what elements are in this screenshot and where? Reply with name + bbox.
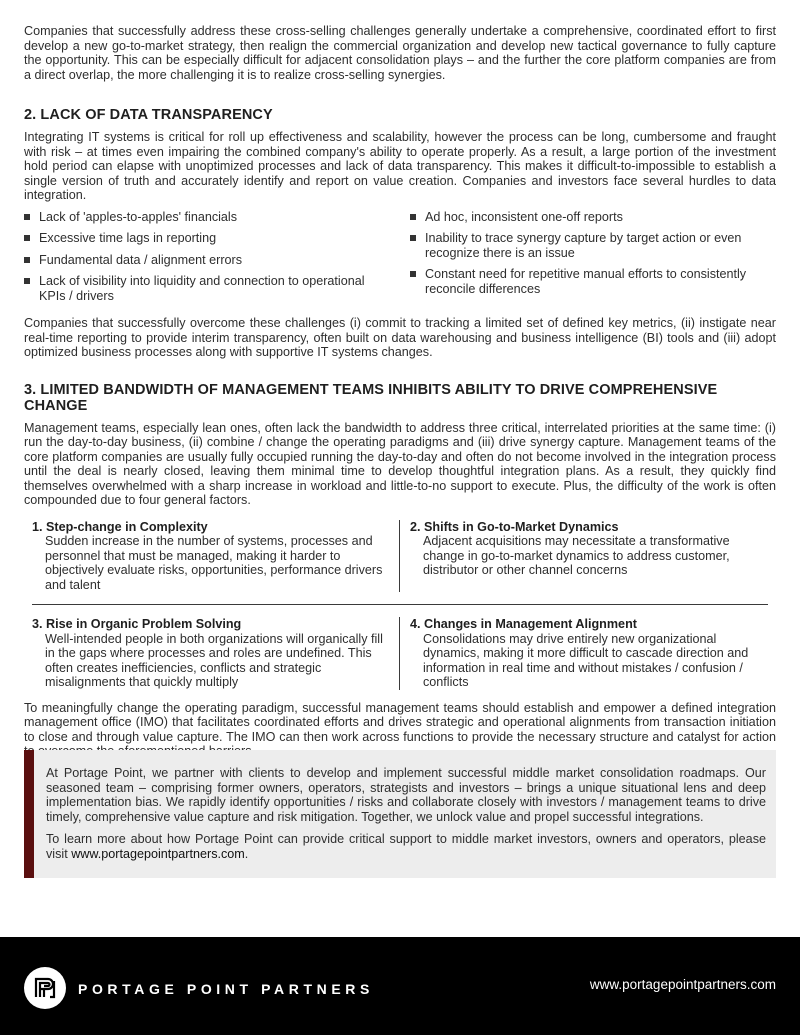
brand-name: PORTAGE POINT PARTNERS: [78, 981, 374, 997]
list-item-text: Ad hoc, inconsistent one-off reports: [425, 209, 623, 224]
factor-cell: [32, 617, 400, 690]
list-item-text: Fundamental data / alignment errors: [39, 252, 243, 267]
factor-title: 1. Step-change in Complexity: [32, 519, 208, 534]
square-bullet-icon: [24, 214, 30, 220]
list-item: [410, 231, 776, 260]
footer-bar: [0, 937, 800, 1035]
factor-title: 2. Shifts in Go-to-Market Dynamics: [410, 519, 619, 534]
square-bullet-icon: [410, 271, 416, 277]
callout-contact-suffix: .: [244, 846, 249, 861]
footer-website-link[interactable]: www.portagepointpartners.com: [589, 977, 776, 992]
square-bullet-icon: [24, 278, 30, 284]
list-item-text: Inability to trace synergy capture by target action or even recognize there is an issue: [425, 231, 742, 260]
factor-description: Well-intended people in both organizations will organically fill in the gaps where processes and roles are undefined. This often creates inefficiencies, conflicts and strategic misalignments that quickly multiply: [45, 631, 383, 689]
section-2-closing: Companies that successfully overcome these challenges (i) commit to tracking a limited set of defined key metrics, (ii) instigate near real-time reporting to provide interim transparency, often built on data warehousing and business intelligence (BI) tools and (iii) adopt optimized business processes along with supportive IT systems changes.: [24, 316, 776, 359]
list-item: [24, 253, 390, 268]
list-item-text: Lack of visibility into liquidity and connection to operational KPIs / drivers: [39, 274, 365, 303]
section-3-paragraph: Management teams, especially lean ones, often lack the bandwidth to address three critical, interrelated priorities at the same time: (i) run the day-to-day business, (ii) combine / change the operating paradigms and (iii) drive synergy capture. Management teams of the core platform companies are usually fully occupied running the day-to-day and often do not become involved in the integration process until the deal is nearly closed, leaving them minimal time to develop thoughtful integration plans. As a result, they quickly find themselves overwhelmed with a sharp increase in workload and little-to-no support to execute. Plus, the difficulty of the work is often compounded due to four general factors.: [24, 420, 776, 507]
bullets-right-column: [400, 210, 776, 311]
square-bullet-icon: [24, 235, 30, 241]
factors-grid: [32, 520, 768, 690]
factor-description: Sudden increase in the number of systems, processes and personnel that must be managed, making it harder to objectively evaluate risks, opportunities, performance drivers and talent: [45, 534, 383, 592]
section-2-heading: 2. LACK OF DATA TRANSPARENCY: [24, 107, 273, 123]
factors-row: [32, 520, 768, 606]
website-link[interactable]: www.portagepointpartners.com: [71, 846, 245, 861]
factor-title: 3. Rise in Organic Problem Solving: [32, 617, 242, 631]
list-item: [24, 210, 390, 225]
factor-title: 4. Changes in Management Alignment: [410, 617, 637, 631]
section-3-closing: To meaningfully change the operating paradigm, successful management teams should establish and empower a defined integration management office (IMO) that facilitates coordinated efforts and drives strategic and operational alignments from transaction initiation to close and through value capture. The IMO can then work across functions to provide the necessary structure and catalyst for action: [24, 700, 776, 744]
callout-paragraph: At Portage Point, we partner with clients to develop and implement successful middle market consolidation roadmaps. Our seasoned team – comprising former owners, operators, strategists and investors – brings a unique situational lens and deep implementation bias. We rapidly identify opportunities / risks and collaborate closely with investors / management teams to drive timely, comprehensive value capture and risk mitigation. Together, we unlock value and propel successful integrations.: [46, 766, 766, 824]
list-item: [410, 267, 776, 296]
square-bullet-icon: [410, 235, 416, 241]
document-body: [24, 24, 776, 759]
factor-cell: [400, 617, 768, 690]
section-2-paragraph: Integrating IT systems is critical for roll up effectiveness and scalability, however the process can be long, cumbersome and fraught with risk – at times even impairing the combined company's ability to operate properly. As a result, a large portion of the investment hold period can elapse with unoptimized processes and lack of data transparency. This makes it difficult-to-impossible to establish a single version of truth and accurately identify and report on value creation. Companies and investors face several hurdles to data integration.: [24, 130, 776, 202]
callout-contact-paragraph: [46, 832, 766, 861]
factor-cell: [32, 520, 400, 593]
callout-contact-text: To learn more about how Portage Point can provide critical support to middle market investors, owners and operators, please visit: [46, 832, 766, 861]
list-item: [24, 274, 390, 303]
list-item-text: Excessive time lags in reporting: [39, 231, 217, 245]
section-3-heading: 3. LIMITED BANDWIDTH OF MANAGEMENT TEAMS INHIBITS ABILITY TO DRIVE COMPREHENSIVE CHANGE: [24, 381, 718, 414]
square-bullet-icon: [24, 257, 30, 263]
factor-description: Consolidations may drive entirely new organizational dynamics, making it more difficult to cascade direction and information in real time and without mistakes / confusion / conflicts: [423, 631, 749, 689]
list-item-text: Lack of 'apples-to-apples' financials: [39, 209, 238, 224]
bullets-left-column: [24, 210, 400, 311]
logo-mark-icon: [24, 967, 66, 1009]
factor-cell: [400, 520, 768, 593]
portage-point-logo: [24, 967, 66, 1009]
square-bullet-icon: [410, 214, 416, 220]
factors-row: [32, 605, 768, 690]
data-hurdles-list: [24, 210, 776, 311]
factor-description: Adjacent acquisitions may necessitate a transformative change in go-to-market dynamics to address customer, distributor or other channel concerns: [423, 534, 730, 577]
list-item-text: Constant need for repetitive manual efforts to consistently reconcile differences: [425, 267, 747, 296]
list-item: [410, 210, 776, 225]
intro-paragraph: Companies that successfully address these cross-selling challenges generally undertake a comprehensive, coordinated effort to first develop a new go-to-market strategy, then realign the commercial organization and develop new tactical governance to fully capture the opportunity. This can be especially difficult for adjacent consolidation plays – and the further the core platform companies are from a direct overlap, the more challenging it is to realize cross-selling synergies.: [24, 24, 776, 82]
list-item: [24, 231, 390, 246]
portage-point-callout: [24, 750, 776, 878]
